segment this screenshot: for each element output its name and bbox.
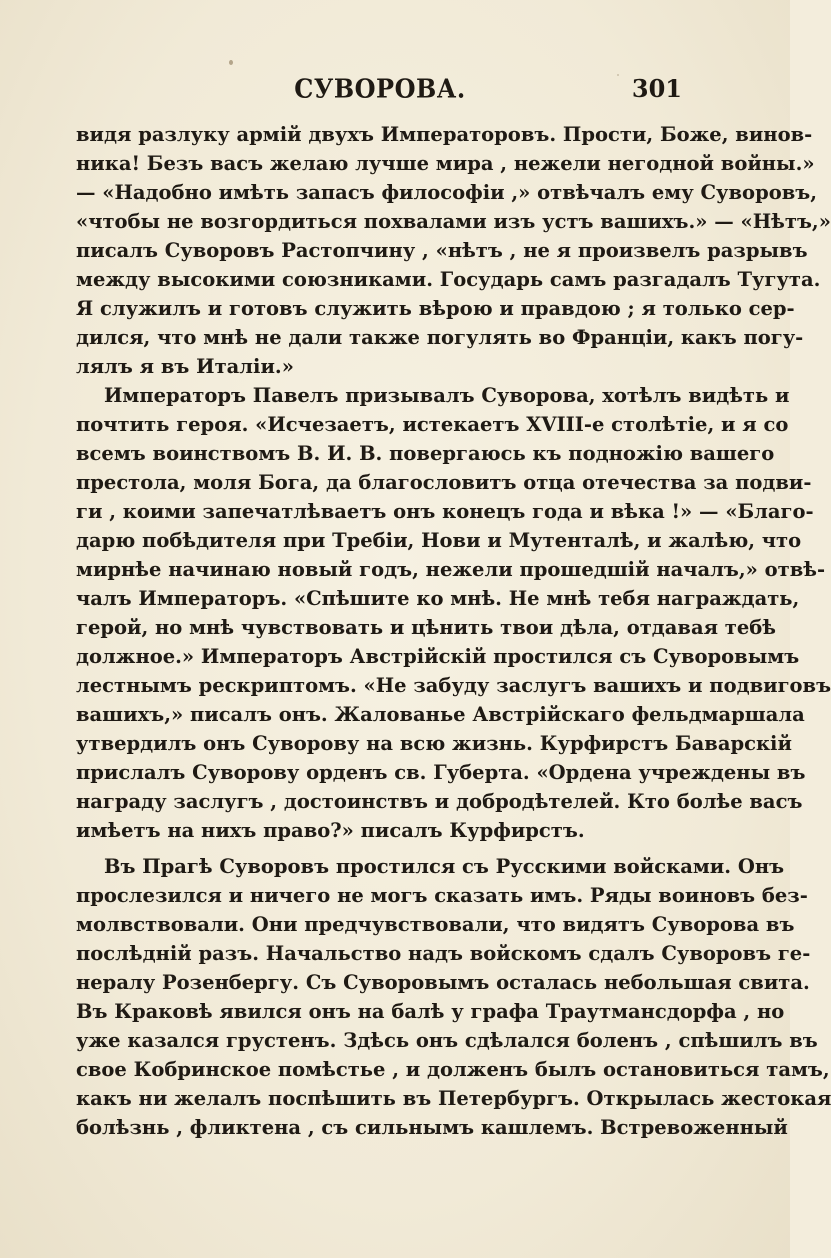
text-line: чалъ Императоръ. «Спѣшите ко мнѣ. Не мнѣ тебя награждать,	[76, 587, 800, 610]
text-line: престола, моля Бога, да благословитъ отца отечества за подви-	[76, 471, 812, 494]
paragraph-gap	[76, 845, 684, 852]
text-line: писалъ Суворовъ Растопчину , «нѣтъ , не я произвелъ разрывъ	[76, 239, 808, 262]
text-line: герой, но мнѣ чувствовать и цѣнить твои дѣла, отдавая тебѣ	[76, 616, 777, 639]
text-line: Въ Краковѣ явился онъ на балѣ у графа Траутмансдорфа , но	[76, 1000, 785, 1023]
text-line: молвствовали. Они предчувствовали, что видятъ Суворова въ	[76, 913, 795, 936]
text-line: ника! Безъ васъ желаю лучше мира , нежели негодной войны.»	[76, 152, 815, 175]
text-line: лялъ я въ Италіи.»	[76, 355, 294, 378]
text-line: должное.» Императоръ Австрійскій простился съ Суворовымъ	[76, 645, 800, 668]
text-line: Я служилъ и готовъ служить вѣрою и правдою ; я только сер-	[76, 297, 795, 320]
text-line: прислалъ Суворову орденъ св. Губерта. «Ордена учреждены въ	[76, 761, 806, 784]
text-line: Въ Прагѣ Суворовъ простился съ Русскими войсками. Онъ	[104, 855, 785, 878]
text-line: нералу Розенбергу. Съ Суворовымъ осталась небольшая свита.	[76, 971, 810, 994]
paragraph	[76, 852, 831, 1142]
text-line: ги , коими запечатлѣваетъ онъ конецъ года и вѣка !» — «Благо-	[76, 500, 814, 523]
text-line: «чтобы не возгордиться похвалами изъ устъ вашихъ.» — «Нѣтъ,»	[76, 210, 831, 233]
text-line: лестнымъ рескриптомъ. «Не забуду заслугъ вашихъ и подвиговъ	[76, 674, 831, 697]
ink-speck	[229, 60, 233, 65]
text-line: всемъ воинствомъ В. И. В. повергаюсь къ подножію вашего	[76, 442, 775, 465]
text-line: послѣдній разъ. Начальство надъ войскомъ сдалъ Суворовъ ге-	[76, 942, 811, 965]
text-line: прослезился и ничего не могъ сказать имъ. Ряды воиновъ без-	[76, 884, 808, 907]
text-line: вашихъ,» писалъ онъ. Жалованье Австрійскаго фельдмаршала	[76, 703, 805, 726]
text-line: дился, что мнѣ не дали также погулять во Франціи, какъ погу-	[76, 326, 804, 349]
text-line: — «Надобно имѣть запасъ философіи ,» отвѣчалъ ему Суворовъ,	[76, 181, 817, 204]
text-line: какъ ни желалъ поспѣшить въ Петербургъ. Открылась жестокая	[76, 1087, 831, 1110]
text-line: утвердилъ онъ Суворову на всю жизнь. Курфирстъ Баварскій	[76, 732, 792, 755]
paragraph	[76, 381, 831, 845]
text-line: болѣзнь , фликтена , съ сильнымъ кашлемъ. Встревоженный	[76, 1116, 788, 1139]
page-header	[76, 74, 684, 110]
text-line: Императоръ Павелъ призывалъ Суворова, хотѣлъ видѣть и	[104, 384, 790, 407]
text-line: дарю побѣдителя при Требіи, Нови и Мутенталѣ, и жалѣю, что	[76, 529, 802, 552]
body-text	[76, 120, 831, 1142]
text-line: уже казался грустенъ. Здѣсь онъ сдѣлался боленъ , спѣшилъ въ	[76, 1029, 818, 1052]
text-line: мирнѣе начинаю новый годъ, нежели прошедшій началъ,» отвѣ-	[76, 558, 826, 581]
text-line: награду заслугъ , достоинствъ и добродѣтелей. Кто болѣе васъ	[76, 790, 803, 813]
text-line: почтить героя. «Исчезаетъ, истекаетъ XVIII-е столѣтіе, и я со	[76, 413, 789, 436]
page-number: 301	[631, 74, 682, 103]
text-line: между высокими союзниками. Государь самъ разгадалъ Тугута.	[76, 268, 821, 291]
text-line: свое Кобринское помѣстье , и долженъ былъ остановиться тамъ,	[76, 1058, 830, 1081]
text-line: видя разлуку армій двухъ Императоровъ. Прости, Боже, винов-	[76, 123, 813, 146]
text-line: имѣетъ на нихъ право?» писалъ Курфирстъ.	[76, 819, 585, 842]
running-title: СУВОРОВА.	[294, 72, 466, 105]
paragraph	[76, 120, 831, 381]
